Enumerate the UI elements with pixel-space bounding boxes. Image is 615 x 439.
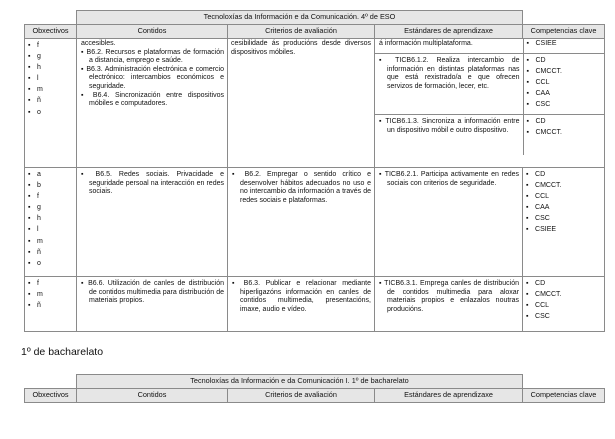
- content-item: ▪ B6.2. Recursos e plataformas de formación a distancia, emprego e saúde.: [81, 48, 224, 65]
- content-item: ▪ B6.4. Sincronización entre dispositivos móbiles e computadores.: [81, 91, 224, 108]
- competences-cell: [523, 39, 605, 54]
- objectives-cell: [25, 168, 77, 277]
- competences-cell: [523, 168, 605, 277]
- standard-text: ▪ TICB6.1.2. Realiza intercambio de información en distintas plataformas nas que está rexistrado/a e que ofrecen servizos de formación, lecer, etc.: [379, 57, 520, 90]
- header-competences: Competencias clave: [523, 389, 605, 403]
- header-objectives: Obxectivos: [25, 389, 77, 403]
- contents-cell: [77, 277, 228, 332]
- competence-item: ▪ CMCCT.: [526, 291, 601, 300]
- criteria-cell: [228, 39, 375, 168]
- standard-cell: [375, 168, 523, 277]
- table-title: Tecnoloxías da Información e da Comunicación I. 1º de bacharelato: [77, 375, 523, 389]
- competence-item: ▪ CAA: [526, 204, 601, 213]
- criteria-cell: [228, 168, 375, 277]
- objective-item: ▪ b: [28, 182, 73, 191]
- competence-item: ▪ CD: [527, 57, 603, 66]
- objective-item: ▪ l: [28, 226, 73, 235]
- standard-cell: [375, 277, 523, 332]
- header-contents: Contidos: [77, 25, 228, 39]
- objective-item: ▪ f: [28, 193, 73, 202]
- competence-item: ▪ CMCCT.: [527, 68, 603, 77]
- competence-item: ▪ CD: [526, 171, 601, 180]
- competence-item: ▪ CCL: [526, 193, 601, 202]
- curriculum-table-4eso: [24, 10, 605, 332]
- competences-cell: [523, 277, 605, 332]
- criteria-cell: [228, 277, 375, 332]
- objective-item: ▪ h: [28, 64, 73, 73]
- table-row: [25, 277, 605, 332]
- header-objectives: Obxectivos: [25, 25, 77, 39]
- objective-item: ▪ h: [28, 215, 73, 224]
- contents-cell: [77, 168, 228, 277]
- content-item: ▪ B6.6. Utilización de canles de distribución de contidos multimedia para distribución de materiais propios.: [81, 280, 224, 305]
- header-contents: Contidos: [77, 389, 228, 403]
- standard-text: ▪ TICB6.2.1. Participa activamente en redes sociais con criterios de seguridade.: [379, 171, 520, 187]
- competence-item: ▪ CSIEE: [526, 226, 601, 235]
- criteria-item: ▪ B6.3. Publicar e relacionar mediante hiperligazóns información en canles de contidos multimedia, presentacións, imaxe, audio e vídeo.: [232, 280, 371, 313]
- competence-item: ▪ CSC: [527, 101, 603, 110]
- criteria-item: ▪ B6.2. Empregar o sentido crítico e desenvolver hábitos adecuados no uso e no intercambio da información a través de redes sociais e plataformas.: [232, 171, 371, 204]
- contents-cell: [77, 39, 228, 168]
- objectives-cell: [25, 39, 77, 168]
- criteria-text: cesibilidade ás producións desde diversos dispositivos móbiles.: [231, 40, 371, 56]
- table-title: Tecnoloxías da Información e da Comunicación. 4º de ESO: [77, 11, 523, 25]
- competence-item: ▪ CCL: [527, 79, 603, 88]
- competence-item: ▪ CMCCT.: [527, 129, 603, 138]
- standard-text: ▪ TICB6.1.3. Sincroniza a información entre un dispositivo móbil e outro dispositivo.: [379, 118, 520, 134]
- objective-item: ▪ g: [28, 53, 73, 62]
- standard-text: á información multiplataforma.: [379, 40, 473, 47]
- objective-item: ▪ m: [28, 86, 73, 95]
- standard-text: ▪ TICB6.3.1. Emprega canles de distribución de contidos multimedia para aloxar materiais propios e enlazalos noutras producións.: [379, 280, 520, 313]
- table-row: [25, 39, 605, 168]
- competence-item: ▪ CD: [527, 118, 603, 127]
- competences-cell: [523, 115, 605, 156]
- content-item: ▪ B6.5. Redes sociais. Privacidade e seguridade persoal na interacción en redes sociais.: [81, 171, 224, 196]
- objective-item: ▪ g: [28, 204, 73, 213]
- objective-item: ▪ ñ: [28, 97, 73, 106]
- competences-cell: [523, 54, 605, 115]
- competence-item: ▪ CAA: [527, 90, 603, 99]
- section-heading: 1º de bacharelato: [21, 346, 104, 358]
- standard-cell: [375, 39, 523, 54]
- header-criteria: Criterios de avaliación: [228, 25, 375, 39]
- objective-item: ▪ f: [28, 42, 73, 51]
- header-competences: Competencias clave: [523, 25, 605, 39]
- standards-competences-cell: [375, 39, 605, 168]
- objective-item: ▪ ñ: [28, 249, 73, 258]
- table-row: [25, 168, 605, 277]
- objective-item: ▪ ñ: [28, 302, 73, 311]
- content-text: accesibles.: [81, 40, 116, 47]
- competence-item: ▪ CSC: [526, 215, 601, 224]
- objective-item: ▪ o: [28, 109, 73, 118]
- competence-item: ▪ CCL: [526, 302, 601, 311]
- standard-cell: [375, 54, 523, 115]
- objective-item: ▪ m: [28, 238, 73, 247]
- objective-item: ▪ f: [28, 280, 73, 289]
- header-standards: Estándares de aprendizaxe: [375, 389, 523, 403]
- content-item: ▪ B6.3. Administración electrónica e comercio electrónico: intercambios económicos e seguridade.: [81, 65, 224, 90]
- objective-item: ▪ a: [28, 171, 73, 180]
- objective-item: ▪ l: [28, 75, 73, 84]
- header-standards: Estándares de aprendizaxe: [375, 25, 523, 39]
- objective-item: ▪ o: [28, 260, 73, 269]
- curriculum-table-1bach: [24, 374, 605, 403]
- objectives-cell: [25, 277, 77, 332]
- competence-item: ▪ CD: [526, 280, 601, 289]
- competence-item: ▪ CSIEE: [527, 40, 603, 49]
- header-criteria: Criterios de avaliación: [228, 389, 375, 403]
- competence-item: ▪ CSC: [526, 313, 601, 322]
- standard-cell: [375, 115, 523, 156]
- competence-item: ▪ CMCCT.: [526, 182, 601, 191]
- objective-item: ▪ m: [28, 291, 73, 300]
